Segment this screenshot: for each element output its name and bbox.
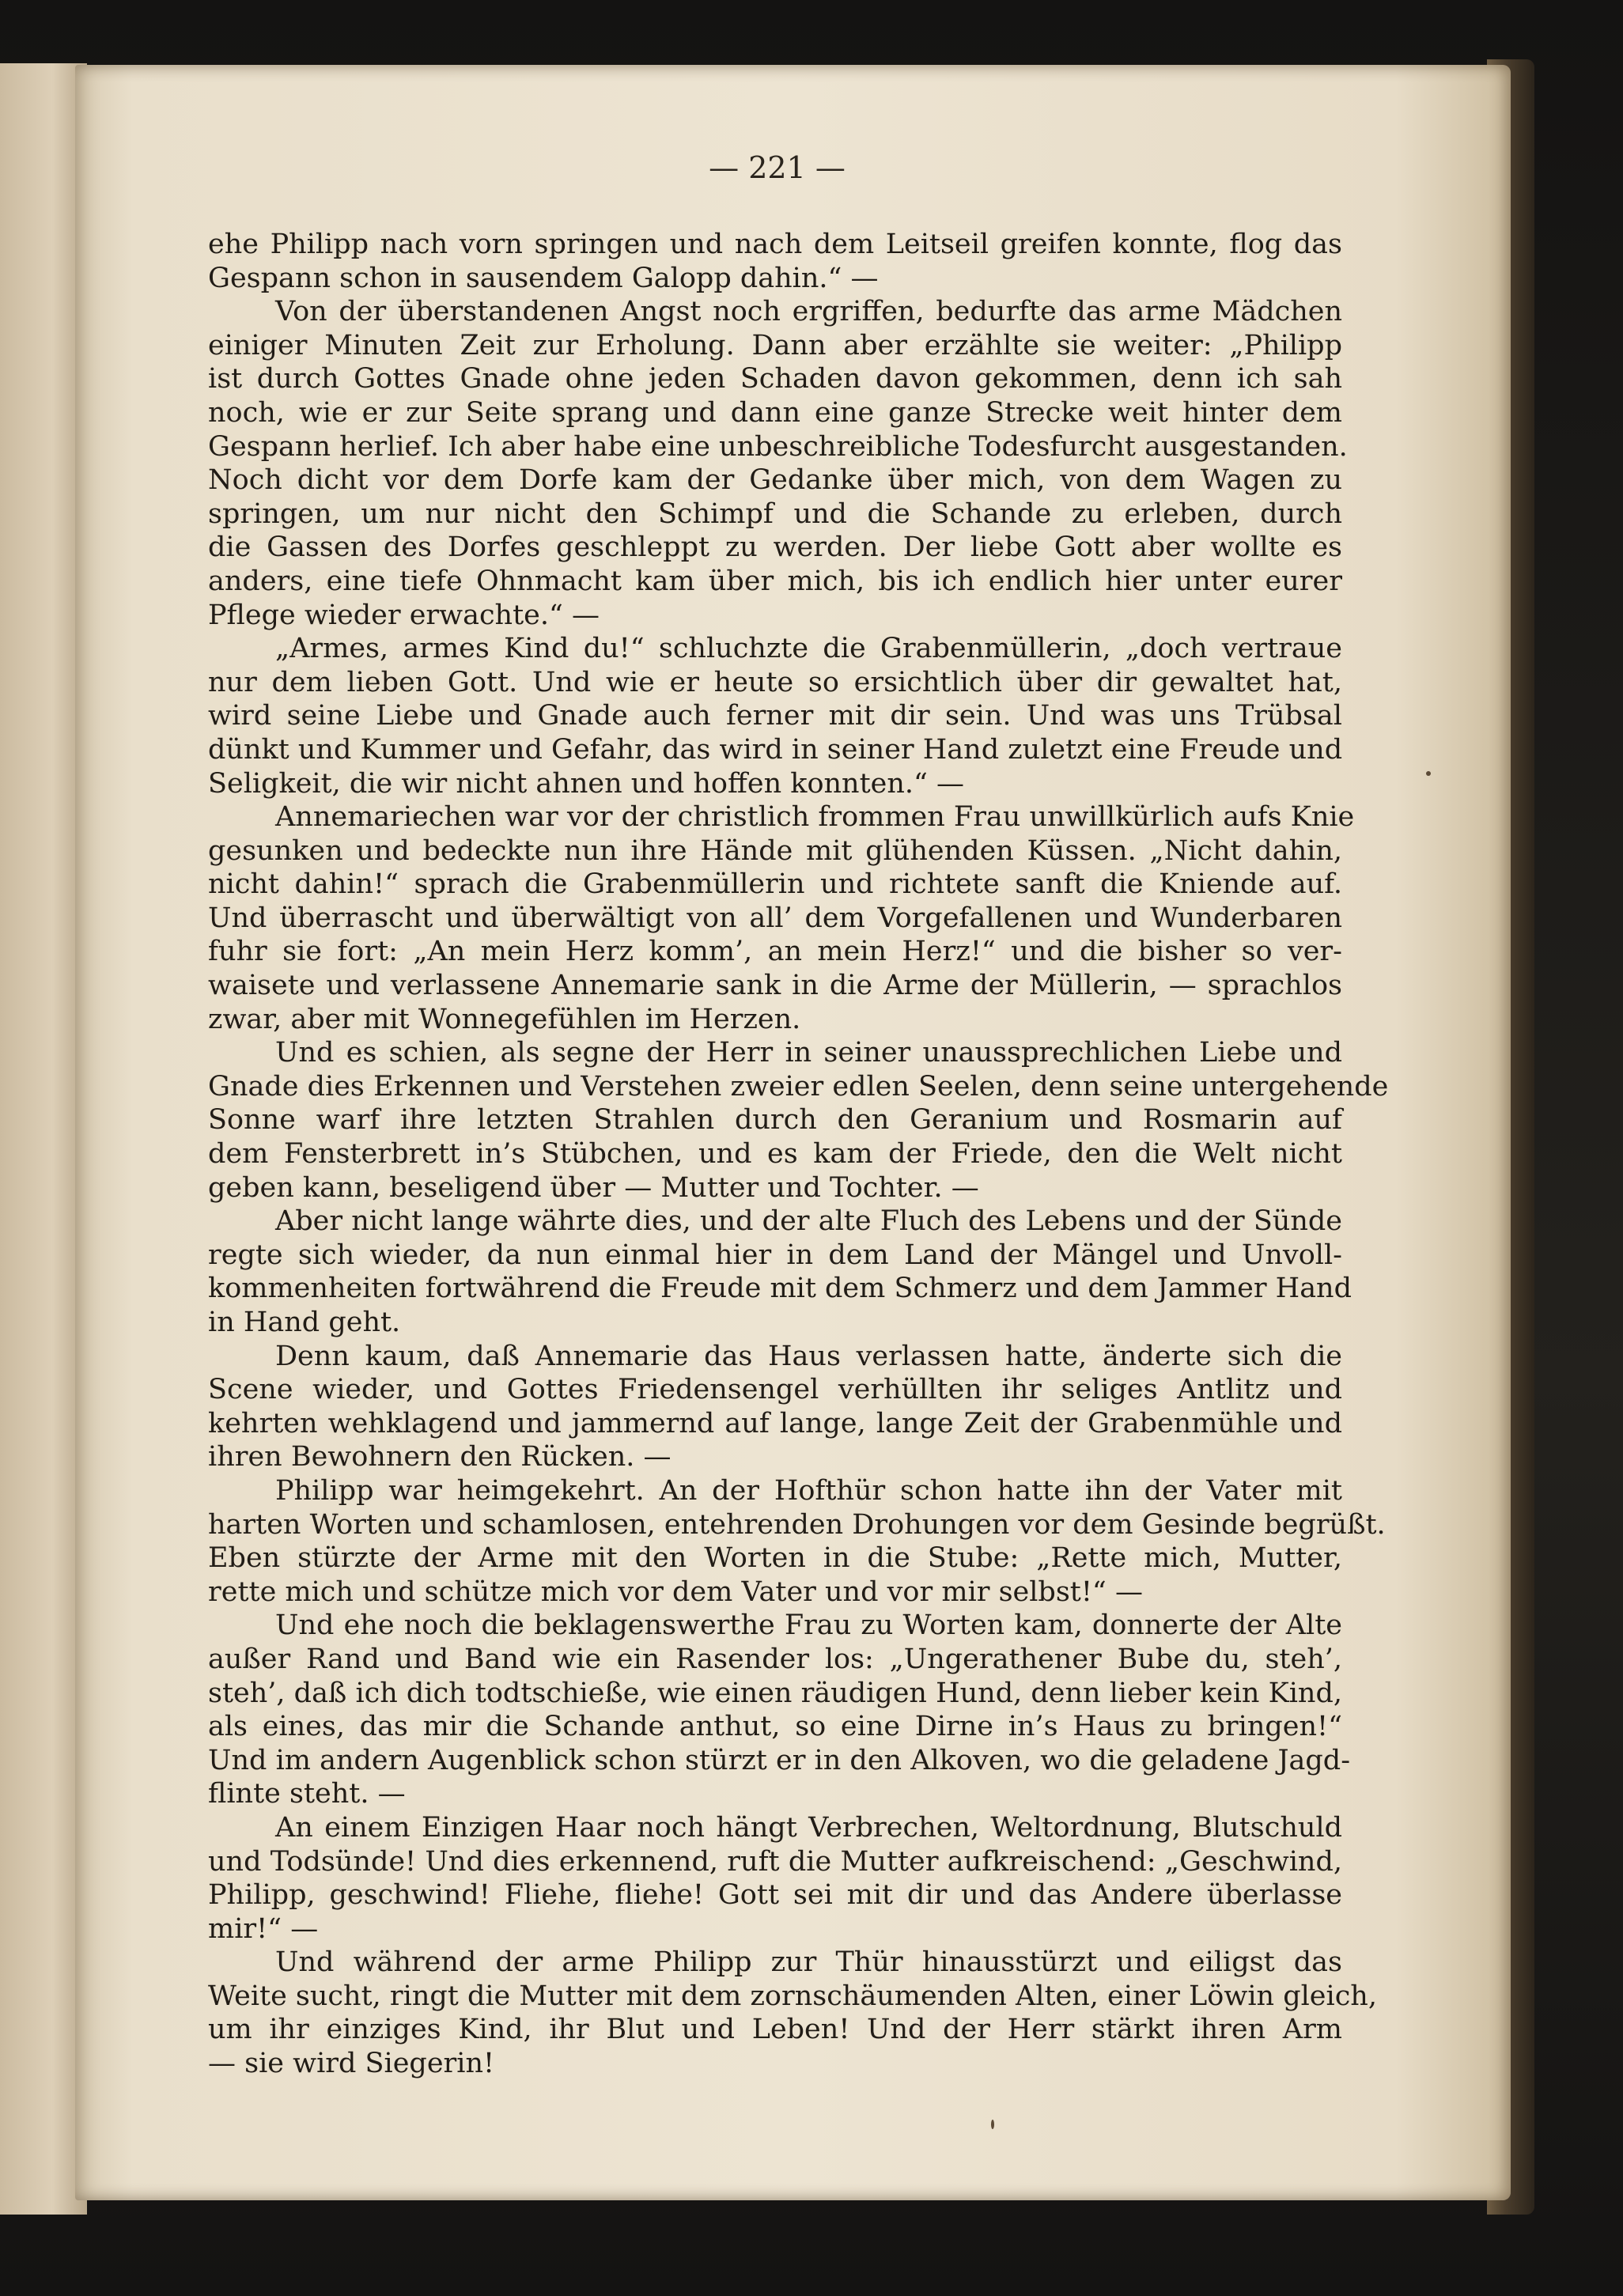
text-line: Noch dicht vor dem Dorfe kam der Gedanke über mich, von dem Wagen zu <box>208 464 1342 497</box>
text-line: Und überrascht und überwältigt von all’ dem Vorgefallenen und Wunderbaren <box>208 902 1342 934</box>
text-line: und Todsünde! Und dies erkennend, ruft die Mutter aufkreischend: „Geschwind, <box>208 1845 1342 1878</box>
text-line: Annemariechen war vor der christlich frommen Frau unwillkürlich aufs Knie <box>275 801 1355 834</box>
text-line: ist durch Gottes Gnade ohne jeden Schaden davon gekommen, denn ich sah <box>208 363 1342 395</box>
page-mark <box>991 2120 994 2129</box>
text-line: die Gassen des Dorfes geschleppt zu werden. Der liebe Gott aber wollte es <box>208 531 1342 564</box>
text-line: Aber nicht lange währte dies, und der alte Fluch des Lebens und der Sünde <box>275 1205 1342 1238</box>
text-line: geben kann, beseligend über — Mutter und Tochter. — <box>208 1171 979 1204</box>
text-line: einiger Minuten Zeit zur Erholung. Dann aber erzählte sie weiter: „Philipp <box>208 329 1342 361</box>
text-line: nur dem lieben Gott. Und wie er heute so ersichtlich über dir gewaltet hat, <box>208 666 1342 698</box>
text-line: Seligkeit, die wir nicht ahnen und hoffen konnten.“ — <box>208 767 965 800</box>
text-line: Weite sucht, ringt die Mutter mit dem zornschäumenden Alten, einer Löwin gleich, <box>208 1980 1377 2012</box>
text-line: in Hand geht. <box>208 1307 401 1338</box>
text-line: außer Rand und Band wie ein Rasender los: „Ungerathener Bube du, steh’, <box>208 1643 1342 1675</box>
text-line: dünkt und Kummer und Gefahr, das wird in seiner Hand zuletzt eine Freude und <box>208 733 1343 766</box>
text-line: Gnade dies Erkennen und Verstehen zweier edlen Seelen, denn seine untergehende <box>208 1070 1389 1103</box>
text-line: um ihr einziges Kind, ihr Blut und Leben! Und der Herr stärkt ihren Arm <box>208 2014 1342 2046</box>
text-line: — sie wird Siegerin! <box>208 2048 495 2080</box>
body-text <box>208 228 1389 2081</box>
page-number: — 221 — <box>709 150 846 185</box>
text-line: harten Worten und schamlosen, entehrenden Drohungen vor dem Gesinde begrüßt. <box>208 1508 1386 1541</box>
text-line: ehe Philipp nach vorn springen und nach dem Leitseil greifen konnte, flog das <box>208 229 1342 260</box>
text-line: Eben stürzte der Arme mit den Worten in die Stube: „Rette mich, Mutter, <box>208 1542 1342 1575</box>
text-line: ihren Bewohnern den Rücken. — <box>208 1441 672 1473</box>
text-line: Scene wieder, und Gottes Friedensengel verhüllten ihr seliges Antlitz und <box>208 1374 1342 1406</box>
text-line: springen, um nur nicht den Schimpf und die Schande zu erleben, durch <box>208 497 1342 530</box>
text-line: regte sich wieder, da nun einmal hier in dem Land der Mängel und Unvoll- <box>208 1239 1342 1271</box>
text-line: wird seine Liebe und Gnade auch ferner mit dir sein. Und was uns Trübsal <box>208 700 1342 732</box>
text-line: „Armes, armes Kind du!“ schluchzte die Grabenmüllerin, „doch vertraue <box>275 633 1342 665</box>
text-line: zwar, aber mit Wonnegefühlen im Herzen. <box>208 1003 801 1035</box>
text-line: kehrten wehklagend und jammernd auf lange, lange Zeit der Grabenmühle und <box>208 1407 1342 1439</box>
text-line: Gespann herlief. Ich aber habe eine unbeschreibliche Todesfurcht ausgestanden. <box>208 430 1348 463</box>
text-line: waisete und verlassene Annemarie sank in die Arme der Müllerin, — sprachlos <box>208 970 1342 1002</box>
text-line: mir!“ — <box>208 1912 319 1945</box>
text-line: rette mich und schütze mich vor dem Vater und vor mir selbst!“ — <box>208 1575 1143 1608</box>
text-line: Philipp war heimgekehrt. An der Hofthür schon hatte ihn der Vater mit <box>275 1474 1342 1507</box>
text-line: dem Fensterbrett in’s Stübchen, und es kam der Friede, den die Welt nicht <box>208 1138 1342 1171</box>
text-line: Und es schien, als segne der Herr in seiner unaussprechlichen Liebe und <box>275 1037 1342 1069</box>
text-line: anders, eine tiefe Ohnmacht kam über mich, bis ich endlich hier unter eurer <box>208 565 1342 597</box>
text-line: Denn kaum, daß Annemarie das Haus verlassen hatte, änderte sich die <box>275 1340 1342 1372</box>
text-line: flinte steht. — <box>208 1778 406 1810</box>
text-line: gesunken und bedeckte nun ihre Hände mit glühenden Küssen. „Nicht dahin, <box>208 834 1342 867</box>
text-line: Und im andern Augenblick schon stürzt er in den Alkoven, wo die geladene Jagd- <box>208 1744 1351 1776</box>
text-line: fuhr sie fort: „An mein Herz komm’, an mein Herz!“ und die bisher so ver- <box>208 936 1342 968</box>
text-line: Von der überstandenen Angst noch ergriffen, bedurfte das arme Mädchen <box>275 296 1342 328</box>
text-line: steh’, daß ich dich todtschieße, wie einen räudigen Hund, denn lieber kein Kind, <box>208 1677 1342 1709</box>
text-line: An einem Einzigen Haar noch hängt Verbrechen, Weltordnung, Blutschuld <box>275 1811 1342 1844</box>
text-line: Pflege wieder erwachte.“ — <box>208 599 600 631</box>
text-line: nicht dahin!“ sprach die Grabenmüllerin und richtete sanft die Kniende auf. <box>208 868 1342 901</box>
text-line: Und ehe noch die beklagenswerthe Frau zu Worten kam, donnerte der Alte <box>275 1609 1342 1642</box>
text-line: noch, wie er zur Seite sprang und dann eine ganze Strecke weit hinter dem <box>208 396 1342 429</box>
text-line: Gespann schon in sausendem Galopp dahin.“ — <box>208 262 879 294</box>
facing-page-edge <box>0 63 87 2215</box>
text-line: als eines, das mir die Schande anthut, so eine Dirne in’s Haus zu bringen!“ <box>208 1711 1342 1743</box>
page-speck <box>1426 771 1431 776</box>
text-line: Sonne warf ihre letzten Strahlen durch den Geranium und Rosmarin auf <box>208 1104 1342 1137</box>
text-line: Philipp, geschwind! Fliehe, fliehe! Gott sei mit dir und das Andere überlasse <box>208 1879 1342 1912</box>
text-line: Und während der arme Philipp zur Thür hinausstürzt und eiligst das <box>275 1946 1342 1979</box>
text-line: kommenheiten fortwährend die Freude mit dem Schmerz und dem Jammer Hand <box>208 1273 1352 1305</box>
